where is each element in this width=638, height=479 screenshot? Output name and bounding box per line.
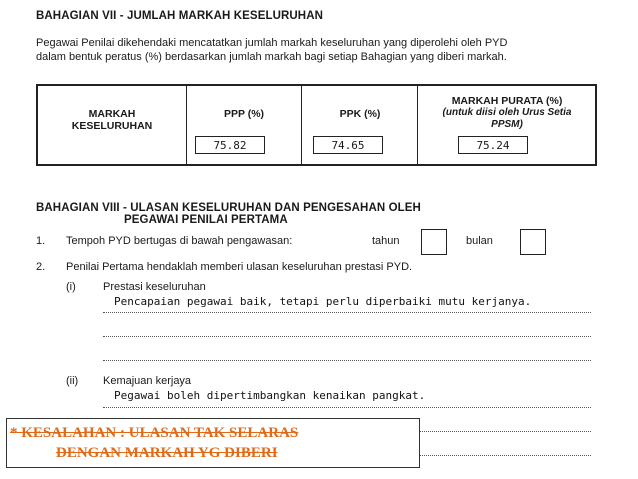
ppp-header: PPP (%) [223, 108, 265, 120]
table-divider [301, 86, 302, 164]
purata-note-line2: PPSM) [491, 119, 523, 130]
error-annotation-line2: DENGAN MARKAH YG DIBERI [56, 445, 278, 461]
section7-paragraph-line2: dalam bentuk peratus (%) berdasarkan jumlah markah bagi setiap Bahagian yang diberi markah. [36, 51, 507, 63]
section8-heading-line1: BAHAGIAN VIII - ULASAN KESELURUHAN DAN PENGESAHAN OLEH [36, 202, 421, 214]
sub-ii-label: Kemajuan kerjaya [103, 375, 192, 387]
item1-number: 1. [36, 235, 46, 247]
markah-keseluruhan-label [48, 108, 176, 132]
item1-text: Tempoh PYD bertugas di bawah pengawasan: [66, 235, 293, 247]
comment-line [103, 336, 591, 337]
markah-purata-header [419, 95, 595, 131]
section7-paragraph-line1: Pegawai Penilai dikehendaki mencatatkan jumlah markah keseluruhan yang diperolehi oleh PYD [36, 37, 508, 49]
comment-line [103, 360, 591, 361]
prestasi-comment[interactable]: Pencapaian pegawai baik, tetapi perlu diperbaiki mutu kerjanya. [114, 295, 532, 308]
bulan-box[interactable] [520, 229, 546, 255]
section8-heading-line2: PEGAWAI PENILAI PERTAMA [124, 214, 288, 226]
purata-value-field[interactable]: 75.24 [458, 136, 528, 154]
purata-title: MARKAH PURATA (%) [451, 95, 563, 107]
bulan-label: bulan [466, 235, 493, 247]
comment-line [103, 312, 591, 313]
item2-text: Penilai Pertama hendaklah memberi ulasan keseluruhan prestasi PYD. [66, 261, 413, 273]
comment-line [103, 407, 591, 408]
comment-line [420, 431, 591, 432]
error-annotation-box [6, 418, 420, 468]
kemajuan-comment[interactable]: Pegawai boleh dipertimbangkan kenaikan pangkat. [114, 389, 426, 402]
item2-number: 2. [36, 261, 46, 273]
table-divider [417, 86, 418, 164]
error-annotation-line1: * KESALAHAN : ULASAN TAK SELARAS [10, 425, 299, 441]
tahun-label: tahun [372, 235, 400, 247]
table-divider [186, 86, 187, 164]
comment-line [420, 455, 591, 456]
section7-heading: BAHAGIAN VII - JUMLAH MARKAH KESELURUHAN [36, 10, 324, 22]
row-label-line2: KESELURUHAN [71, 120, 153, 132]
ppp-value-field[interactable]: 75.82 [195, 136, 265, 154]
sub-i-number: (i) [66, 281, 76, 293]
purata-note-line1: (untuk diisi oleh Urus Setia [442, 107, 572, 118]
ppk-value-field[interactable]: 74.65 [313, 136, 383, 154]
row-label-line1: MARKAH [88, 108, 136, 120]
markah-table [36, 84, 597, 166]
sub-i-label: Prestasi keseluruhan [103, 281, 206, 293]
tahun-box[interactable] [421, 229, 447, 255]
sub-ii-number: (ii) [66, 375, 79, 387]
ppk-header: PPK (%) [339, 108, 381, 120]
